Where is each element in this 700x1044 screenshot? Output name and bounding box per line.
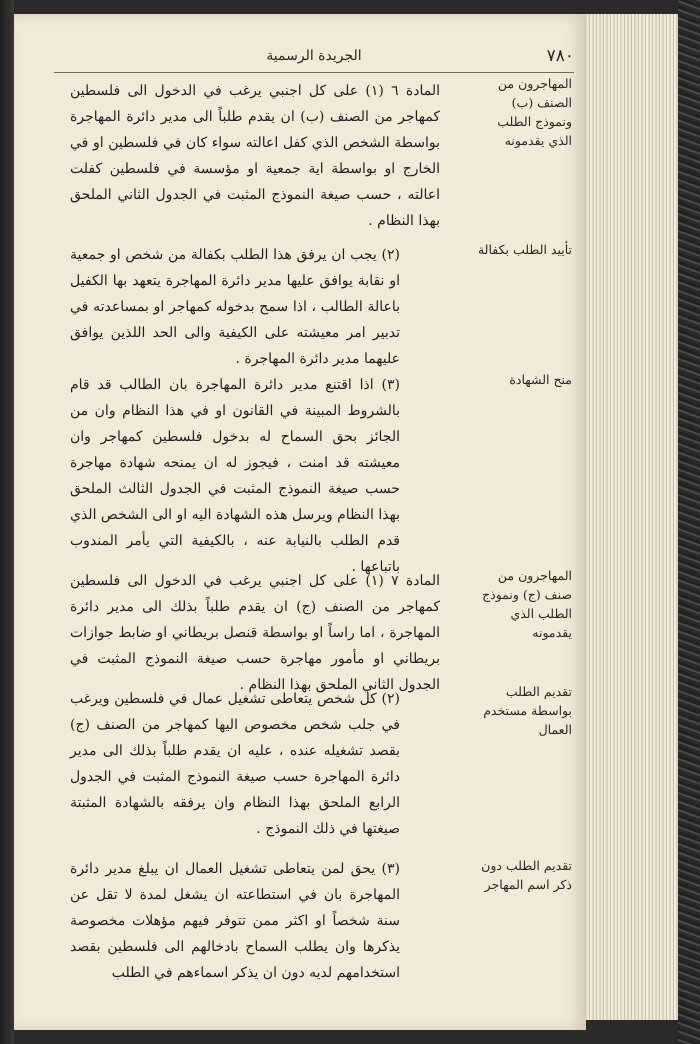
margin-note-section-3: منح الشهادة bbox=[509, 372, 572, 387]
article-6-paragraph-2 bbox=[70, 242, 440, 372]
page-header bbox=[54, 44, 574, 73]
book-cover-left-edge bbox=[0, 0, 14, 1044]
paragraph-text: المادة ٦ (١) على كل اجنبي يرغب في الدخول الى فلسطين كمهاجر من الصنف (ب) ان يقدم طلباً الى مدير دائرة المهاجرة بواسطة الشخص الذي كفل اعالته سواء كان في فلسطين او في الخارج او بواسطة اية جمعية او مؤسسة في فلسطين كفلت اعالته ، حسب صيغة النموذج المثبت في الجدول الثاني الملحق بهذا النظام . bbox=[70, 83, 440, 229]
page-number: ٧٨٠ bbox=[546, 46, 574, 66]
paragraph-text: (٣) يحق لمن يتعاطى تشغيل العمال ان يبلغ مدير دائرة المهاجرة بان في استطاعته ان يشغل لمدة لا تقل عن سنة شخصاً او اكثر ممن تتوفر فيهم مؤهلات مخصوصة يذكرها وان يطلب السماح بادخالهم الى فلسطين بقصد استخدامهم لديه دون ان يذكر اسماءهم في الطلب bbox=[70, 861, 400, 981]
margin-note-section-5: تقديم الطلب بواسطة مستخدم العمال bbox=[483, 684, 572, 737]
document-page bbox=[14, 14, 586, 1030]
paragraph-text: المادة ٧ (١) على كل اجنبي يرغب في الدخول الى فلسطين كمهاجر من الصنف (ج) ان يقدم طلباً بذلك الى مدير دائرة المهاجرة ، اما راساً او بواسطة قنصل بريطاني او ضابط جوازات بريطاني او مأمور مهاجرة حسب صيغة النموذج المثبت في الجدول الثاني الملحق بهذا النظام . bbox=[70, 573, 440, 693]
margin-note-section-2: تأييد الطلب بكفالة bbox=[477, 242, 572, 257]
book-cover-right-edge bbox=[678, 0, 700, 1044]
margin-note-section-1: المهاجرون من الصنف (ب) ونموذج الطلب الذي يقدمونه bbox=[497, 76, 572, 148]
article-7-paragraph-2 bbox=[70, 686, 440, 842]
paragraph-text: (٢) يجب ان يرفق هذا الطلب بكفالة من شخص او جمعية او نقابة يوافق عليها مدير دائرة المهاجرة يتعهد بها الكفيل باعالة الطالب ، اذا سمح بدخوله كمهاجر او بمساعدته في تدبير امر معيشته على الكيفية والى الحد اللذين يوافق عليهما مدير دائرة المهاجرة . bbox=[70, 247, 400, 367]
article-6-paragraph-1 bbox=[70, 78, 440, 234]
article-7-paragraph-1 bbox=[70, 568, 440, 698]
article-6-paragraph-3 bbox=[70, 372, 440, 580]
paragraph-text: (٢) كل شخص يتعاطى تشغيل عمال في فلسطين ويرغب في جلب شخص مخصوص اليها كمهاجر من الصنف (ج) بقصد تشغيله عنده ، عليه ان يقدم طلباً بذلك الى مدير دائرة المهاجرة حسب صيغة النموذج المثبت في الجدول الرابع الملحق بهذا النظام وان يرفقه بالشهادة المثبتة صيغتها في ذلك النموذج . bbox=[70, 691, 400, 837]
book-page-edges bbox=[584, 14, 681, 1020]
article-7-paragraph-3 bbox=[70, 856, 440, 986]
margin-note-section-4: المهاجرون من صنف (ج) ونموذج الطلب الذي يقدمونه bbox=[482, 568, 572, 640]
margin-note-section-6: تقديم الطلب دون ذكر اسم المهاجر bbox=[481, 858, 572, 892]
running-title: الجريدة الرسمية bbox=[266, 48, 362, 64]
paragraph-text: (٣) اذا اقتنع مدير دائرة المهاجرة بان الطالب قد قام بالشروط المبينة في القانون او في هذا النظام وان من الجائز بحق السماح له بدخول فلسطين كمهاجر وان معيشته قد امنت ، فيجوز له ان يمنحه شهادة مهاجرة حسب صيغة النموذج المثبت في الجدول الثالث الملحق بهذا النظام ويرسل هذه الشهادة اليه او الى الشخص الذي قدم الطلب بالنيابة عنه ، بالكيفية التي يأمر المندوب باتباعها . bbox=[70, 377, 400, 575]
